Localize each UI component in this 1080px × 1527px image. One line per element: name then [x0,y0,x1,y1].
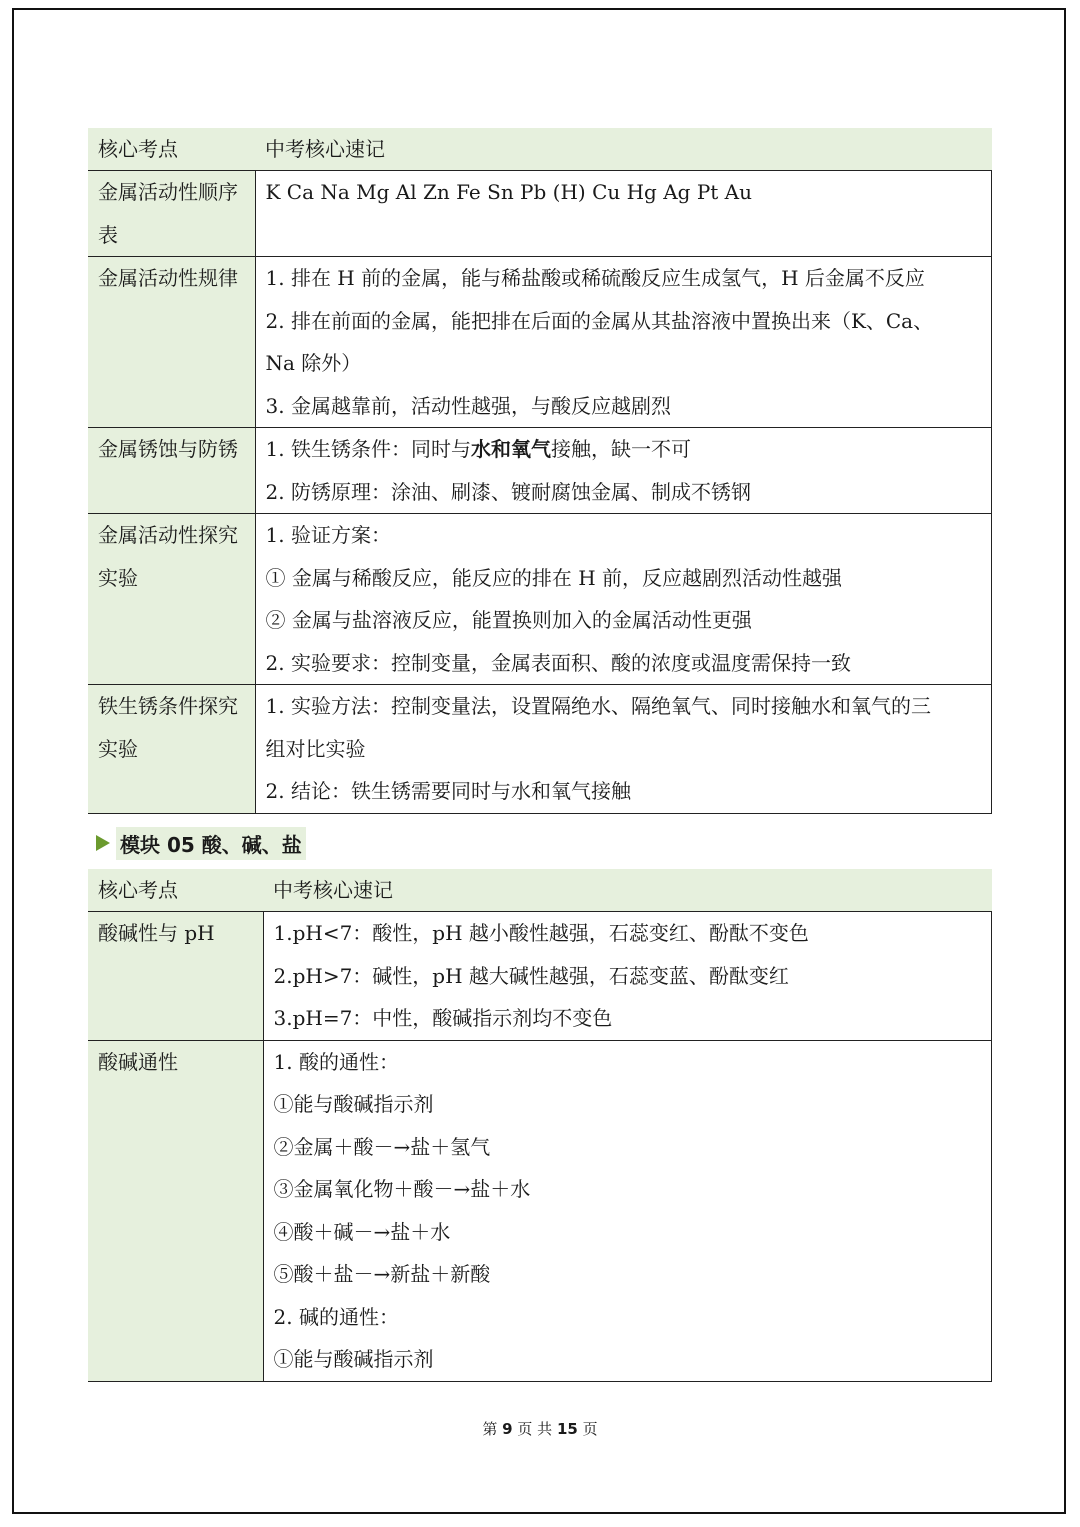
row-line: 组对比实验 [265,736,366,761]
row-key: 酸碱性与 pH [98,921,215,945]
row-line: 1. 排在 H 前的金属，能与稀盐酸或稀硫酸反应生成氢气，H 后金属不反应 [265,266,925,290]
header-key: 核心考点 [98,137,178,161]
header-value: 中考核心速记 [265,137,385,161]
page-footer [0,1418,1080,1439]
row-line: Na 除外） [265,351,362,375]
row-line: ①能与酸碱指示剂 [273,1092,434,1116]
page-number: 9 [502,1420,513,1438]
header-key: 核心考点 [98,878,178,902]
table-row [88,257,992,428]
page-total: 15 [556,1420,578,1438]
triangle-arrow-icon [96,835,110,851]
row-line: 1. 验证方案： [265,523,391,547]
footer-text: 页 [582,1420,598,1438]
row-line: 2. 碱的通性： [273,1304,399,1329]
row-line: ② 金属与盐溶液反应，能置换则加入的金属活动性更强 [265,608,752,632]
table-row [88,171,992,257]
row-line: 3.pH=7：中性，酸碱指示剂均不变色 [273,1006,613,1030]
line-text: 接触，缺一不可 [550,437,691,461]
table-row [88,514,992,685]
table-row [88,428,992,514]
row-line: 1. 酸的通性： [273,1049,399,1074]
row-line: ⑤酸＋盐－→新盐＋新酸 [273,1262,491,1286]
row-line: K Ca Na Mg Al Zn Fe Sn Pb (H) Cu Hg Ag Pt Au [265,180,752,204]
row-line: ① 金属与稀酸反应，能反应的排在 H 前，反应越剧烈活动性越强 [265,565,843,590]
row-line: ③金属氧化物＋酸－→盐＋水 [273,1177,531,1201]
row-line: 1.pH<7：酸性，pH 越小酸性越强，石蕊变红、酚酞不变色 [273,921,809,945]
row-key: 金属活动性规律 [98,266,238,290]
row-line: ②金属＋酸－→盐＋氢气 [273,1134,491,1159]
row-key: 金属锈蚀与防锈 [98,437,238,461]
row-key: 铁生锈条件探究实验 [98,694,238,761]
row-line: 2. 排在前面的金属，能把排在后面的金属从其盐溶液中置换出来（K、Ca、 [265,308,934,333]
acids-bases-table [88,869,992,1382]
row-line: 3. 金属越靠前，活动性越强，与酸反应越剧烈 [265,393,671,418]
row-line: 2. 防锈原理：涂油、刷漆、镀耐腐蚀金属、制成不锈钢 [265,479,751,504]
module-title: 模块 05 酸、碱、盐 [116,827,306,860]
header-value: 中考核心速记 [273,878,393,902]
line-text: 1. 铁生锈条件：同时与 [265,437,471,461]
table-row [88,685,992,814]
table-row [88,1040,992,1381]
footer-text: 第 [482,1420,498,1438]
row-line: 1. 实验方法：控制变量法，设置隔绝水、隔绝氧气、同时接触水和氧气的三 [265,694,931,718]
row-key: 金属活动性顺序表 [98,180,238,247]
module-heading [96,826,306,860]
bold-text: 水和氧气 [470,437,551,461]
table-header-row [88,869,992,912]
row-line: 2.pH>7：碱性，pH 越大碱性越强，石蕊变蓝、酚酞变红 [273,963,789,988]
row-key: 金属活动性探究实验 [98,523,238,590]
table-header-row [88,128,992,171]
row-line: 2. 结论：铁生锈需要同时与水和氧气接触 [265,779,631,803]
row-line [266,428,992,471]
row-line: ④酸＋碱－→盐＋水 [273,1219,451,1244]
row-line: ①能与酸碱指示剂 [273,1347,434,1371]
metals-table [88,128,992,814]
footer-text: 页 共 [517,1420,553,1438]
row-line: 2. 实验要求：控制变量，金属表面积、酸的浓度或温度需保持一致 [265,650,851,675]
table-row [88,912,992,1041]
row-key: 酸碱通性 [98,1049,178,1074]
